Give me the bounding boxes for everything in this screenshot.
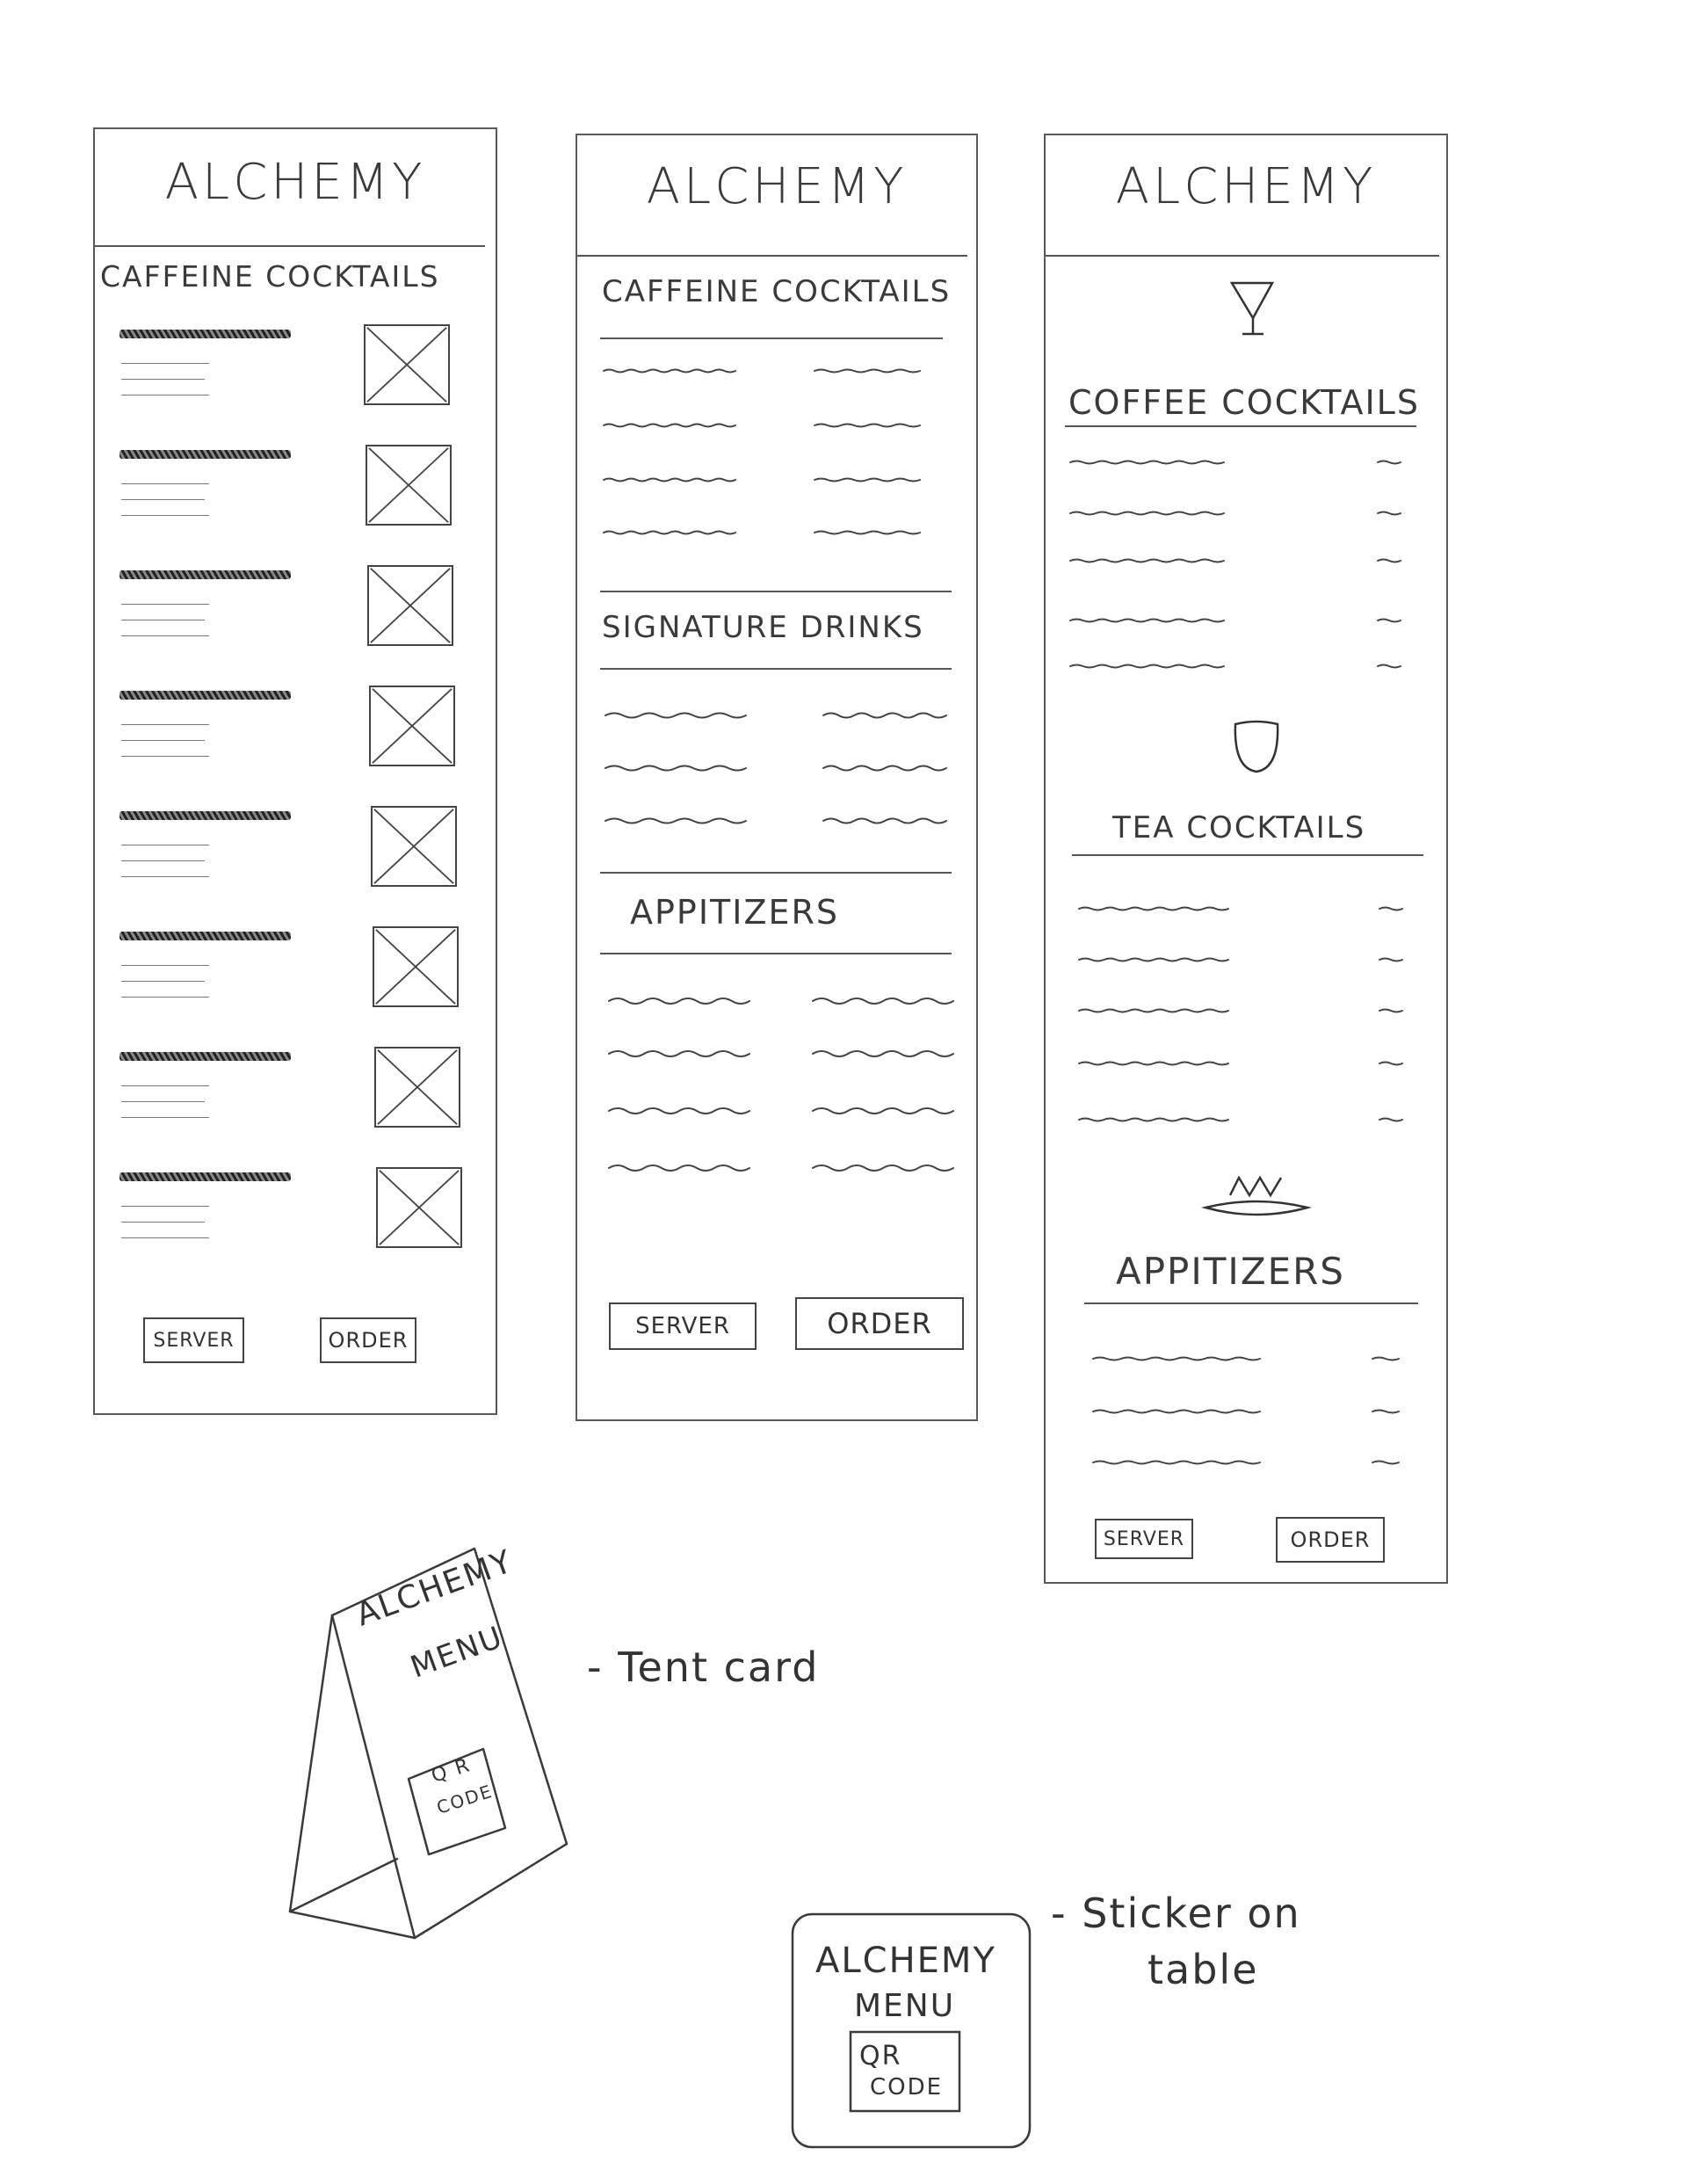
item-name-placeholder bbox=[823, 819, 946, 824]
section-underline bbox=[1084, 1302, 1418, 1304]
item-description-placeholder bbox=[121, 1085, 209, 1086]
item-description-placeholder bbox=[121, 981, 205, 982]
list-item[interactable] bbox=[95, 811, 496, 908]
brand-title: ALCHEMY bbox=[646, 158, 908, 215]
screen-3-illustrated-menu bbox=[1044, 134, 1448, 1584]
brand-title: ALCHEMY bbox=[164, 154, 426, 211]
sticker-title-line2: MENU bbox=[854, 1988, 956, 2024]
order-button[interactable]: ORDER bbox=[1276, 1517, 1385, 1563]
item-name-placeholder bbox=[119, 450, 291, 459]
caffeine-cocktails-items bbox=[577, 135, 980, 1423]
header-divider bbox=[95, 245, 485, 247]
list-item[interactable] bbox=[95, 570, 496, 667]
item-description-placeholder bbox=[121, 965, 209, 966]
list-item[interactable] bbox=[95, 691, 496, 787]
item-price-placeholder bbox=[1379, 959, 1402, 961]
item-image-placeholder bbox=[374, 1047, 460, 1128]
section-title-coffee-cocktails: COFFEE COCKTAILS bbox=[1068, 383, 1420, 422]
item-name-placeholder bbox=[823, 766, 946, 771]
item-name-placeholder bbox=[119, 570, 291, 579]
item-image-placeholder bbox=[367, 565, 453, 646]
item-price-placeholder bbox=[1378, 512, 1401, 515]
item-name-placeholder bbox=[815, 479, 920, 482]
order-button[interactable]: ORDER bbox=[320, 1317, 416, 1363]
item-description-placeholder bbox=[121, 604, 209, 605]
list-item[interactable] bbox=[95, 1052, 496, 1149]
item-name-placeholder bbox=[1070, 665, 1224, 668]
item-image-placeholder bbox=[369, 686, 455, 766]
item-name-placeholder bbox=[119, 1172, 291, 1181]
tent-card-title-line1: ALCHEMY bbox=[351, 1543, 518, 1634]
item-name-placeholder bbox=[813, 1165, 953, 1171]
item-price-placeholder bbox=[1378, 665, 1401, 668]
item-name-placeholder bbox=[604, 370, 735, 373]
item-description-placeholder bbox=[121, 1117, 209, 1118]
tent-card-label: - Tent card bbox=[587, 1643, 820, 1691]
item-name-placeholder bbox=[1093, 1358, 1260, 1360]
item-name-placeholder bbox=[813, 998, 953, 1004]
section-underline bbox=[600, 668, 952, 670]
item-name-placeholder bbox=[1093, 1411, 1260, 1413]
item-name-placeholder bbox=[1070, 461, 1224, 464]
sticker-qr-line1: QR bbox=[859, 2041, 902, 2072]
item-price-placeholder bbox=[1372, 1411, 1399, 1413]
item-name-placeholder bbox=[815, 532, 920, 534]
item-description-placeholder bbox=[121, 515, 209, 516]
item-name-placeholder bbox=[1079, 1063, 1228, 1065]
item-name-placeholder bbox=[605, 714, 746, 718]
item-name-placeholder bbox=[815, 424, 920, 427]
sticker-title-line1: ALCHEMY bbox=[815, 1941, 996, 1981]
item-price-placeholder bbox=[1379, 908, 1402, 911]
item-description-placeholder bbox=[121, 860, 205, 861]
item-name-placeholder bbox=[1079, 908, 1228, 911]
item-name-placeholder bbox=[605, 819, 746, 824]
sticker-qr-line2: CODE bbox=[870, 2074, 944, 2101]
list-item[interactable] bbox=[95, 330, 496, 426]
item-description-placeholder bbox=[121, 876, 209, 877]
section-title-appetizers: APPITIZERS bbox=[1116, 1250, 1345, 1293]
item-description-placeholder bbox=[121, 1237, 209, 1238]
tent-card-title-line2: MENU bbox=[406, 1619, 509, 1686]
item-price-placeholder bbox=[1378, 560, 1401, 562]
item-name-placeholder bbox=[119, 330, 291, 338]
item-name-placeholder bbox=[813, 1051, 953, 1056]
item-name-placeholder bbox=[119, 691, 291, 700]
sticker-label-line1: - Sticker on bbox=[1051, 1890, 1301, 1937]
item-price-placeholder bbox=[1372, 1462, 1399, 1464]
section-title-caffeine-cocktails: CAFFEINE COCKTAILS bbox=[602, 274, 952, 309]
item-image-placeholder bbox=[371, 806, 457, 887]
teacup-icon bbox=[1235, 722, 1278, 772]
order-button[interactable]: ORDER bbox=[795, 1297, 964, 1350]
item-description-placeholder bbox=[121, 499, 205, 500]
martini-glass-icon bbox=[1046, 135, 1450, 1585]
section-underline bbox=[600, 953, 952, 954]
item-name-placeholder bbox=[1070, 560, 1224, 562]
item-price-placeholder bbox=[1378, 461, 1401, 464]
screen-2-two-column-menu bbox=[576, 134, 978, 1421]
item-description-placeholder bbox=[121, 1222, 205, 1223]
item-name-placeholder bbox=[1079, 1119, 1228, 1121]
item-name-placeholder bbox=[813, 1108, 953, 1114]
item-image-placeholder bbox=[373, 926, 459, 1007]
item-description-placeholder bbox=[121, 1206, 209, 1207]
item-image-placeholder bbox=[364, 324, 450, 405]
item-price-placeholder bbox=[1379, 1063, 1402, 1065]
item-price-placeholder bbox=[1378, 620, 1401, 622]
section-divider bbox=[600, 591, 952, 592]
item-description-placeholder bbox=[121, 756, 209, 757]
list-item[interactable] bbox=[95, 450, 496, 547]
item-name-placeholder bbox=[119, 811, 291, 820]
item-name-placeholder bbox=[1079, 959, 1228, 961]
appetizer-plate-icon bbox=[1206, 1178, 1307, 1215]
section-title-caffeine-cocktails: CAFFEINE COCKTAILS bbox=[100, 259, 440, 294]
item-name-placeholder bbox=[823, 714, 946, 718]
item-price-placeholder bbox=[1379, 1119, 1402, 1121]
item-description-placeholder bbox=[121, 724, 209, 725]
item-name-placeholder bbox=[815, 370, 920, 373]
item-name-placeholder bbox=[1093, 1462, 1260, 1464]
section-divider bbox=[600, 872, 952, 874]
item-description-placeholder bbox=[121, 1101, 205, 1102]
martini-glass-icon bbox=[1232, 283, 1272, 334]
item-description-placeholder bbox=[121, 635, 209, 636]
list-item[interactable] bbox=[95, 1172, 496, 1269]
section-underline bbox=[1072, 854, 1423, 856]
call-server-button[interactable]: SERVER bbox=[1095, 1519, 1193, 1559]
item-name-placeholder bbox=[604, 424, 735, 427]
item-name-placeholder bbox=[119, 1052, 291, 1061]
item-description-placeholder bbox=[121, 740, 205, 741]
item-description-placeholder bbox=[121, 379, 205, 380]
item-image-placeholder bbox=[366, 445, 452, 526]
call-server-button[interactable]: SERVER bbox=[609, 1302, 757, 1350]
screen-1-item-list bbox=[93, 127, 497, 1415]
call-server-button[interactable]: SERVER bbox=[143, 1317, 244, 1363]
brand-title: ALCHEMY bbox=[1115, 158, 1377, 215]
item-description-placeholder bbox=[121, 483, 209, 484]
item-description-placeholder bbox=[121, 363, 209, 364]
item-name-placeholder bbox=[609, 1108, 749, 1114]
tent-card-qr-line1: Q R bbox=[429, 1753, 474, 1788]
section-title-appetizers: APPITIZERS bbox=[630, 893, 840, 932]
section-title-signature-drinks: SIGNATURE DRINKS bbox=[602, 610, 924, 645]
item-name-placeholder bbox=[604, 532, 735, 534]
tent-card-qr-line2: CODE bbox=[434, 1780, 496, 1818]
list-item[interactable] bbox=[95, 932, 496, 1028]
item-name-placeholder bbox=[1070, 512, 1224, 515]
item-name-placeholder bbox=[609, 1051, 749, 1056]
item-name-placeholder bbox=[605, 766, 746, 771]
item-name-placeholder bbox=[1070, 620, 1224, 622]
item-name-placeholder bbox=[609, 1165, 749, 1171]
item-image-placeholder bbox=[376, 1167, 462, 1248]
item-name-placeholder bbox=[119, 932, 291, 940]
section-underline bbox=[1065, 425, 1416, 427]
item-name-placeholder bbox=[604, 479, 735, 482]
sticker-label-line2: table bbox=[1148, 1946, 1259, 1993]
item-name-placeholder bbox=[1079, 1010, 1228, 1012]
section-title-tea-cocktails: TEA COCKTAILS bbox=[1112, 810, 1366, 845]
item-price-placeholder bbox=[1379, 1010, 1402, 1012]
item-description-placeholder bbox=[121, 997, 209, 998]
item-name-placeholder bbox=[609, 998, 749, 1004]
item-price-placeholder bbox=[1372, 1358, 1399, 1360]
